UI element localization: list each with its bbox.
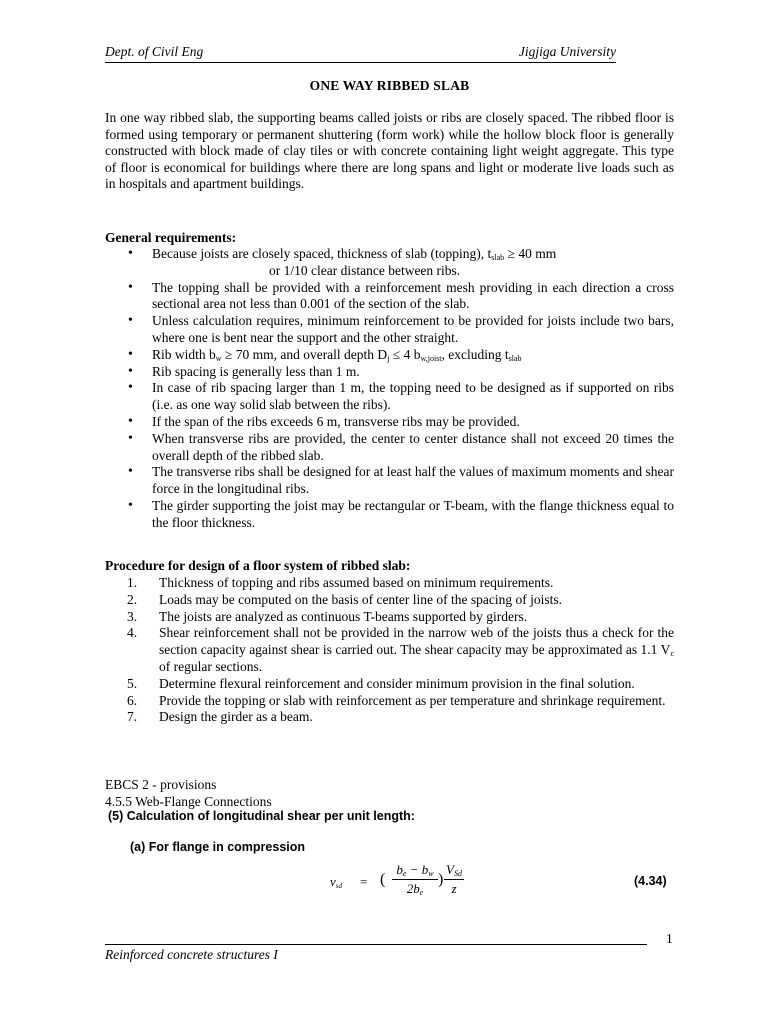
list-item: 4. Shear reinforcement shall not be provided in the narrow web of the joists thus a check for the section capacity against shear is carried out. The shear capacity may be approximated as 1.1 $V_c$ of regular sections. (127, 625, 674, 674)
ebcs-clause: 4.5.5 Web-Flange Connections (105, 793, 272, 809)
ebcs-title: EBCS 2 - provisions (105, 777, 217, 792)
list-item: • Because joists are closely spaced, thickness of slab (topping), $t_{slab} \ge 40$ mm or 1/10 clear distance between ribs. (105, 246, 674, 280)
general-requirements-list (105, 246, 674, 532)
list-item: • The topping shall be provided with a reinforcement mesh providing in each direction a cross sectional area not less than 0.001 of the section of the slab. (105, 280, 674, 314)
list-item: • The transverse ribs shall be designed for at least half the values of maximum moments and shear force in the longitudinal ribs. (105, 464, 674, 498)
list-item: 7. Design the girder as a beam. (127, 709, 313, 725)
list-item: • If the span of the ribs exceeds 6 m, transverse ribs may be provided. (105, 414, 674, 431)
list-item: • In case of rib spacing larger than 1 m, the topping need to be designed as if supported on ribs (i.e. as one way solid slab between the ribs). (105, 380, 674, 414)
ebcs-section (105, 777, 272, 810)
page-title: ONE WAY RIBBED SLAB (309, 78, 470, 93)
equation-number: (4.34) (634, 874, 667, 888)
list-item: 3. The joists are analyzed as continuous T-beams supported by girders. (127, 608, 528, 624)
page-number: 1 (666, 931, 673, 946)
list-item: • When transverse ribs are provided, the center to center distance shall not exceed 20 times the overall depth of the ribbed slab. (105, 431, 674, 465)
list-item: 5. Determine flexural reinforcement and consider minimum provision in the final solution. (127, 675, 635, 691)
formula-lhs: $v_{sd}$ (330, 874, 343, 890)
formula-open-paren: ( (380, 871, 386, 888)
header-department: Dept. of Civil Eng (105, 44, 204, 59)
footer-rule (105, 944, 647, 945)
list-item: • Rib spacing is generally less than 1 m. (105, 364, 674, 381)
procedure-steps (105, 575, 674, 726)
intro-paragraph: In one way ribbed slab, the supporting beams called joists or ribs are closely spaced. The ribbed floor is formed using temporary or permanent shuttering (form work) while the hollow block floor is generally constructed with block made of clay tiles or with concrete containing light weight aggregate. This type of floor is economical for buildings where there are long spans and light or moderate live loads such as in hospitals and apartment buildings. (105, 110, 674, 192)
general-requirements-heading: General requirements: (105, 230, 237, 245)
formula-close-paren: ) (438, 871, 444, 888)
list-item: 1. Thickness of topping and ribs assumed based on minimum requirements. (127, 575, 554, 590)
formula-equals: = (360, 874, 368, 889)
calc-heading: (5) Calculation of longitudinal shear per unit length: (108, 809, 415, 823)
flange-heading: (a) For flange in compression (130, 840, 306, 854)
formula-fraction-1: $\frac{b_e - b_w}{2b_e}$ (392, 862, 438, 897)
list-item: • Rib width $b_w \ge 70$ mm, and overall depth $D_j \le 4$ $b_{w,joist}$, excluding $t_{slab}$ (105, 347, 674, 364)
page-footer: Reinforced concrete structures I (105, 947, 278, 962)
procedure-heading: Procedure for design of a floor system of ribbed slab: (105, 558, 411, 573)
list-item: • The girder supporting the joist may be rectangular or T-beam, with the flange thickness equal to the floor thickness. (105, 498, 674, 532)
list-item: • Unless calculation requires, minimum reinforcement to be provided for joists include two bars, where one is bent near the support and the other straight. (105, 313, 674, 347)
list-item: 2. Loads may be computed on the basis of center line of the spacing of joists. (127, 591, 563, 607)
list-item: 6. Provide the topping or slab with reinforcement as per temperature and shrinkage requirement. (127, 692, 666, 708)
page-header (105, 44, 616, 63)
formula-fraction-2: $V_{Sd}$ z (444, 862, 464, 897)
header-university: Jigjiga University (518, 44, 616, 59)
